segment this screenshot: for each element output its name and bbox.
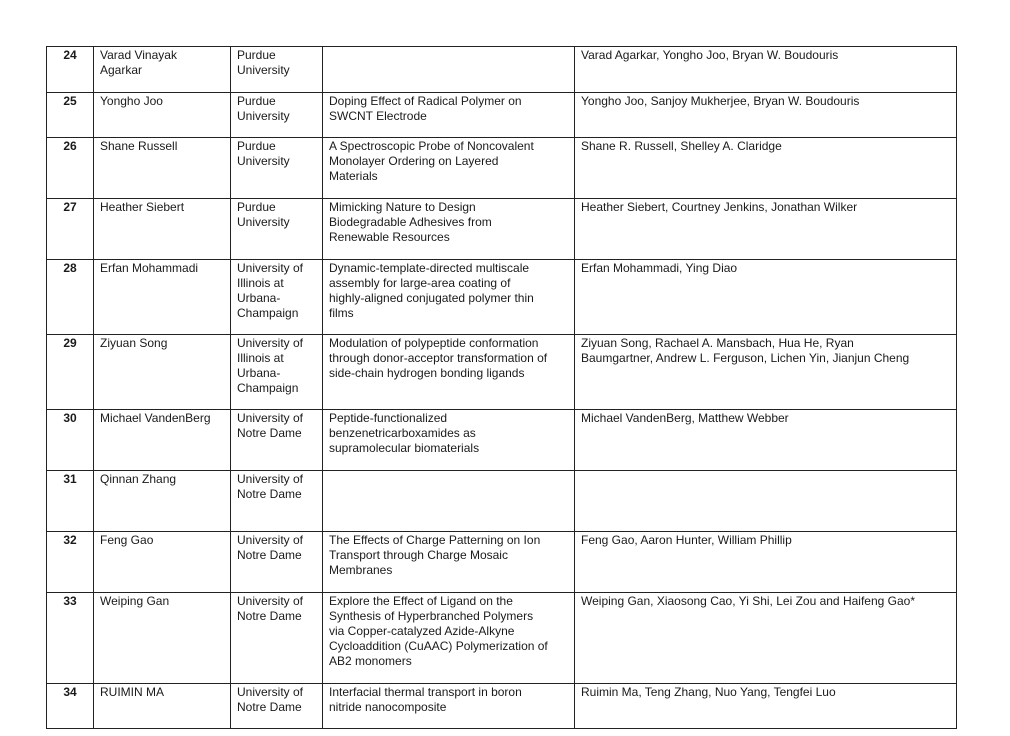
affiliation: Purdue University	[231, 47, 323, 93]
author-list: Heather Siebert, Courtney Jenkins, Jonathan Wilker	[575, 199, 957, 260]
affiliation: University of Notre Dame	[231, 532, 323, 593]
table-row	[47, 260, 957, 335]
table-row	[47, 410, 957, 471]
presenter-name: Varad Vinayak Agarkar	[94, 47, 231, 93]
affiliation: Purdue University	[231, 93, 323, 138]
author-list: Yongho Joo, Sanjoy Mukherjee, Bryan W. Boudouris	[575, 93, 957, 138]
row-number: 31	[47, 471, 94, 532]
author-list: Ruimin Ma, Teng Zhang, Nuo Yang, Tengfei Luo	[575, 684, 957, 729]
table-body	[47, 47, 957, 729]
poster-title: Interfacial thermal transport in boron nitride nanocomposite	[323, 684, 575, 729]
affiliation: Purdue University	[231, 138, 323, 199]
table-row	[47, 532, 957, 593]
row-number: 32	[47, 532, 94, 593]
row-number: 29	[47, 335, 94, 410]
table-row	[47, 471, 957, 532]
row-number: 33	[47, 593, 94, 684]
poster-title: Explore the Effect of Ligand on the Synthesis of Hyperbranched Polymers via Copper-catalyzed Azide-Alkyne Cycloaddition (CuAAC) Polymerization of AB2 monomers	[323, 593, 575, 684]
presenter-name: Yongho Joo	[94, 93, 231, 138]
presenter-name: Michael VandenBerg	[94, 410, 231, 471]
row-number: 25	[47, 93, 94, 138]
table-row	[47, 47, 957, 93]
poster-title: Modulation of polypeptide conformation through donor-acceptor transformation of side-chain hydrogen bonding ligands	[323, 335, 575, 410]
row-number: 30	[47, 410, 94, 471]
presenter-table-container	[46, 46, 957, 729]
presenter-name: Weiping Gan	[94, 593, 231, 684]
author-list: Feng Gao, Aaron Hunter, William Phillip	[575, 532, 957, 593]
presenter-name: Feng Gao	[94, 532, 231, 593]
affiliation: University of Notre Dame	[231, 410, 323, 471]
author-list: Michael VandenBerg, Matthew Webber	[575, 410, 957, 471]
table-row	[47, 199, 957, 260]
row-number: 24	[47, 47, 94, 93]
affiliation: University of Illinois at Urbana- Champaign	[231, 335, 323, 410]
table-row	[47, 93, 957, 138]
presenter-table	[46, 46, 957, 729]
row-number: 27	[47, 199, 94, 260]
table-row	[47, 684, 957, 729]
presenter-name: Heather Siebert	[94, 199, 231, 260]
author-list	[575, 471, 957, 532]
poster-title	[323, 471, 575, 532]
poster-title	[323, 47, 575, 93]
presenter-name: Shane Russell	[94, 138, 231, 199]
row-number: 34	[47, 684, 94, 729]
presenter-name: Ziyuan Song	[94, 335, 231, 410]
author-list: Erfan Mohammadi, Ying Diao	[575, 260, 957, 335]
affiliation: University of Notre Dame	[231, 593, 323, 684]
presenter-name: Erfan Mohammadi	[94, 260, 231, 335]
table-row	[47, 335, 957, 410]
poster-title: Peptide-functionalized benzenetricarboxamides as supramolecular biomaterials	[323, 410, 575, 471]
table-row	[47, 138, 957, 199]
poster-title: Doping Effect of Radical Polymer on SWCNT Electrode	[323, 93, 575, 138]
presenter-name: Qinnan Zhang	[94, 471, 231, 532]
poster-title: Mimicking Nature to Design Biodegradable Adhesives from Renewable Resources	[323, 199, 575, 260]
row-number: 26	[47, 138, 94, 199]
affiliation: University of Notre Dame	[231, 471, 323, 532]
author-list: Varad Agarkar, Yongho Joo, Bryan W. Boudouris	[575, 47, 957, 93]
author-list: Weiping Gan, Xiaosong Cao, Yi Shi, Lei Zou and Haifeng Gao*	[575, 593, 957, 684]
author-list: Shane R. Russell, Shelley A. Claridge	[575, 138, 957, 199]
affiliation: University of Notre Dame	[231, 684, 323, 729]
row-number: 28	[47, 260, 94, 335]
poster-title: Dynamic-template-directed multiscale assembly for large-area coating of highly-aligned conjugated polymer thin films	[323, 260, 575, 335]
affiliation: Purdue University	[231, 199, 323, 260]
poster-title: The Effects of Charge Patterning on Ion Transport through Charge Mosaic Membranes	[323, 532, 575, 593]
affiliation: University of Illinois at Urbana- Champaign	[231, 260, 323, 335]
table-row	[47, 593, 957, 684]
poster-title: A Spectroscopic Probe of Noncovalent Monolayer Ordering on Layered Materials	[323, 138, 575, 199]
author-list: Ziyuan Song, Rachael A. Mansbach, Hua He, Ryan Baumgartner, Andrew L. Ferguson, Lichen Yin, Jianjun Cheng	[575, 335, 957, 410]
presenter-name: RUIMIN MA	[94, 684, 231, 729]
